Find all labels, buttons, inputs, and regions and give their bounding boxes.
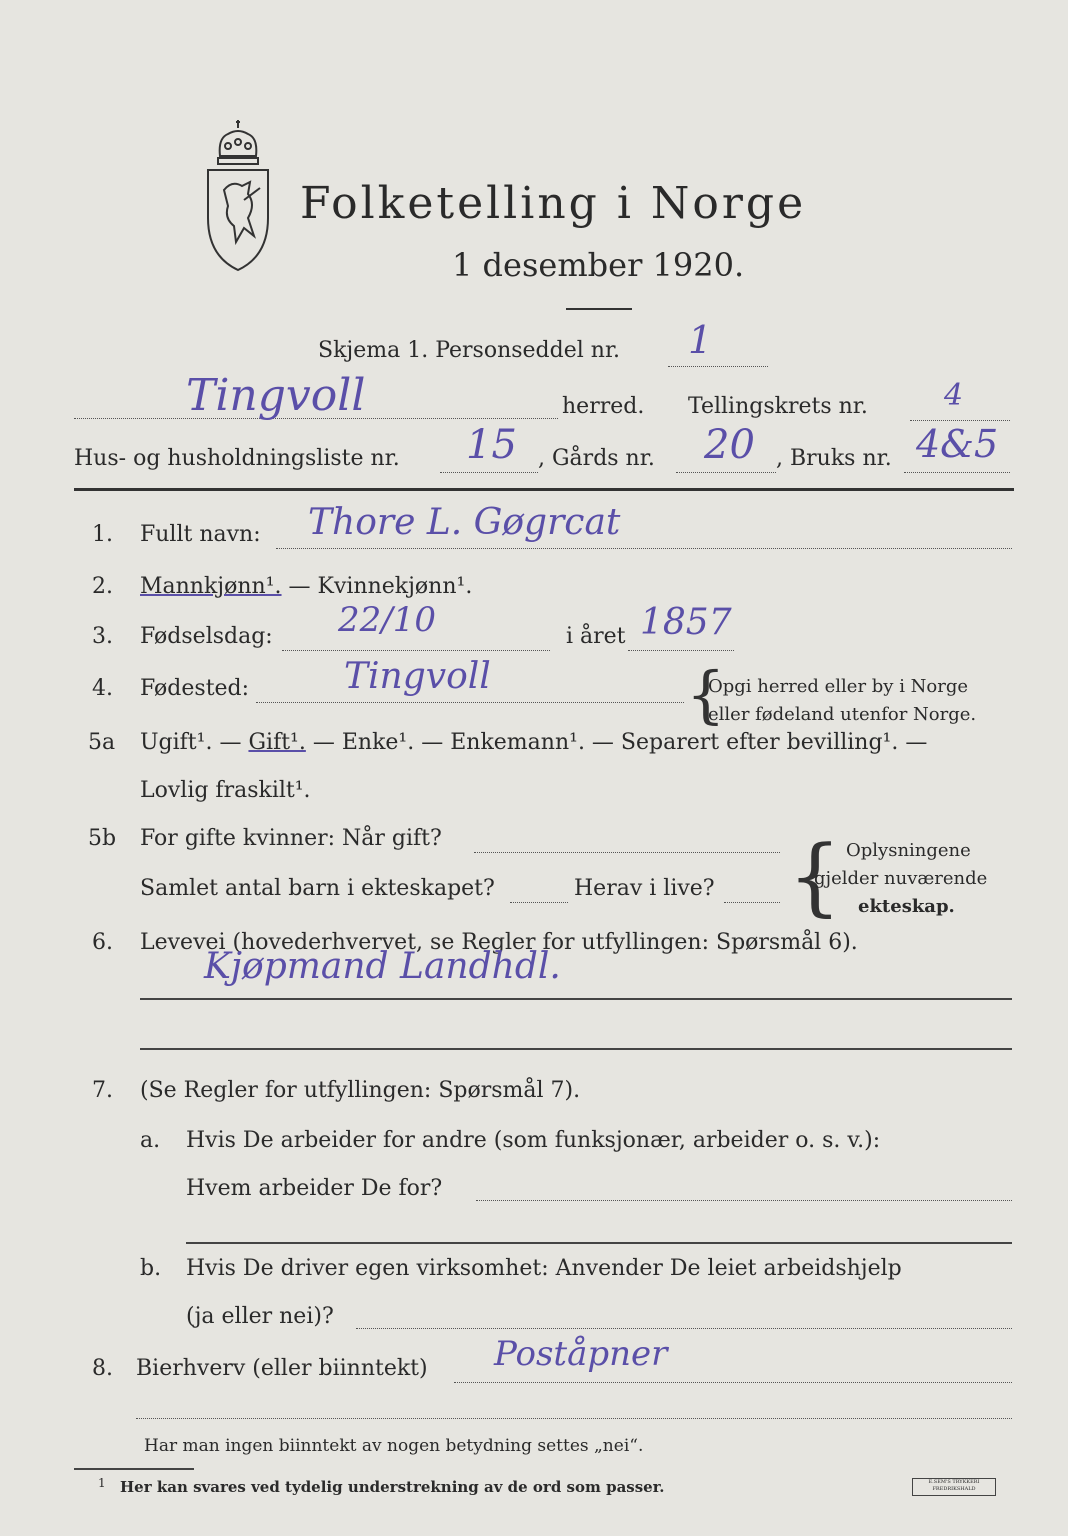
- footer-note: Har man ingen biinntekt av nogen betydning settes „nei“.: [144, 1436, 644, 1456]
- herred-value: Tingvoll: [186, 370, 366, 421]
- q7a-letter: a.: [140, 1128, 161, 1153]
- q1-value: Thore L. Gøgrcat: [308, 502, 621, 543]
- q7b-yesno-line: [356, 1328, 1012, 1329]
- norwegian-coat-of-arms-icon: [198, 118, 278, 278]
- schema-label: Skjema 1. Personseddel nr.: [318, 338, 621, 363]
- q3-year-line: [628, 650, 734, 651]
- q4-note-line2: eller fødeland utenfor Norge.: [708, 704, 977, 725]
- hus-label: Hus- og husholdningsliste nr.: [74, 446, 400, 471]
- q8-number: 8.: [92, 1356, 113, 1381]
- q3-year-value: 1857: [640, 602, 732, 643]
- q2-female-option: — Kvinnekjønn¹.: [281, 574, 473, 599]
- tellingskrets-value: 4: [944, 378, 964, 413]
- bruks-line: [904, 472, 1010, 473]
- q8-value: Poståpner: [494, 1334, 668, 1374]
- title-divider: [566, 308, 632, 310]
- form-title: Folketelling i Norge: [300, 178, 807, 229]
- q1-label: Fullt navn:: [140, 522, 261, 547]
- q2-options: [140, 574, 472, 599]
- q1-line: [276, 548, 1012, 549]
- q5b-number: 5b: [88, 826, 117, 851]
- herred-label: herred.: [562, 394, 645, 419]
- bruks-value: 4&5: [916, 422, 999, 466]
- q3-label: Fødselsdag:: [140, 624, 273, 649]
- q4-line: [256, 702, 684, 703]
- q5b-label: For gifte kvinner: Når gift?: [140, 826, 442, 851]
- header-divider: [74, 488, 1014, 491]
- q5b-alive-label: Herav i live?: [574, 876, 715, 901]
- q8-extra-line: [136, 1418, 1012, 1419]
- tellingskrets-line: [910, 420, 1010, 421]
- q3-number: 3.: [92, 624, 113, 649]
- q7-label: (Se Regler for utfyllingen: Spørsmål 7).: [140, 1078, 581, 1103]
- q6-line1: [140, 998, 1012, 1000]
- q5b-children-line: [510, 902, 568, 903]
- q7a-label: Hvis De arbeider for andre (som funksjonær, arbeider o. s. v.):: [186, 1128, 881, 1153]
- q5b-gift-line: [474, 852, 780, 853]
- hus-line: [440, 472, 538, 473]
- q8-line: [454, 1382, 1012, 1383]
- q5b-note-line1: Oplysningene: [846, 840, 971, 861]
- q7b-yesno-label: (ja eller nei)?: [186, 1304, 334, 1329]
- q3-value: 22/10: [338, 600, 436, 640]
- q1-number: 1.: [92, 522, 113, 547]
- printer-stamp: E.SEM'S TRYKKERI FREDRIKSHALD: [912, 1478, 996, 1496]
- gards-value: 20: [704, 422, 755, 468]
- q7a-employer-label: Hvem arbeider De for?: [186, 1176, 443, 1201]
- q2-number: 2.: [92, 574, 113, 599]
- q3-year-label: i året: [566, 624, 626, 649]
- q5a-options: [140, 730, 927, 755]
- bruks-label: , Bruks nr.: [776, 446, 892, 471]
- q5b-note-line3: ekteskap.: [858, 896, 955, 917]
- q4-label: Fødested:: [140, 676, 250, 701]
- footnote-mark: 1: [98, 1476, 106, 1490]
- q6-value: Kjøpmand Landhdl.: [204, 946, 561, 987]
- q5b-alive-line: [724, 902, 780, 903]
- q7a-extra-line: [186, 1242, 1012, 1244]
- q6-number: 6.: [92, 930, 113, 955]
- hus-value: 15: [466, 422, 517, 468]
- q3-line: [282, 650, 550, 651]
- q4-note-brace: {: [686, 658, 726, 731]
- census-date: 1 desember 1920.: [452, 246, 745, 284]
- q5b-note-brace: {: [788, 827, 842, 925]
- personseddel-line: [668, 366, 768, 367]
- q5a-number: 5a: [88, 730, 116, 755]
- q7b-letter: b.: [140, 1256, 162, 1281]
- q5b-children-label: Samlet antal barn i ekteskapet?: [140, 876, 495, 901]
- q5a-other-options: — Enke¹. — Enkemann¹. — Separert efter bevilling¹. —: [305, 730, 928, 755]
- q7-number: 7.: [92, 1078, 113, 1103]
- personseddel-value: 1: [688, 318, 713, 362]
- q4-value: Tingvoll: [344, 656, 491, 697]
- gards-label: , Gårds nr.: [538, 446, 655, 471]
- q4-number: 4.: [92, 676, 113, 701]
- footer-divider: [74, 1468, 194, 1470]
- q6-label: Levevei (hovederhvervet, se Regler for utfyllingen: Spørsmål 6).: [140, 930, 858, 955]
- q7a-employer-line: [476, 1200, 1012, 1201]
- gards-line: [676, 472, 776, 473]
- q8-label: Bierhverv (eller biinntekt): [136, 1356, 428, 1381]
- q5a-line2: Lovlig fraskilt¹.: [140, 778, 311, 803]
- footnote-text: Her kan svares ved tydelig understrekning av de ord som passer.: [120, 1478, 665, 1496]
- tellingskrets-label: Tellingskrets nr.: [688, 394, 868, 419]
- q7b-label: Hvis De driver egen virksomhet: Anvender De leiet arbeidshjelp: [186, 1256, 902, 1281]
- q6-line2: [140, 1048, 1012, 1050]
- q2-male-option: Mannkjønn¹.: [140, 574, 282, 599]
- q5b-note-line2: gjelder nuværende: [814, 868, 988, 889]
- q5a-ugift-option: Ugift¹. —: [140, 730, 249, 755]
- q4-note-line1: Opgi herred eller by i Norge: [708, 676, 969, 697]
- q5a-gift-option: Gift¹.: [248, 730, 306, 755]
